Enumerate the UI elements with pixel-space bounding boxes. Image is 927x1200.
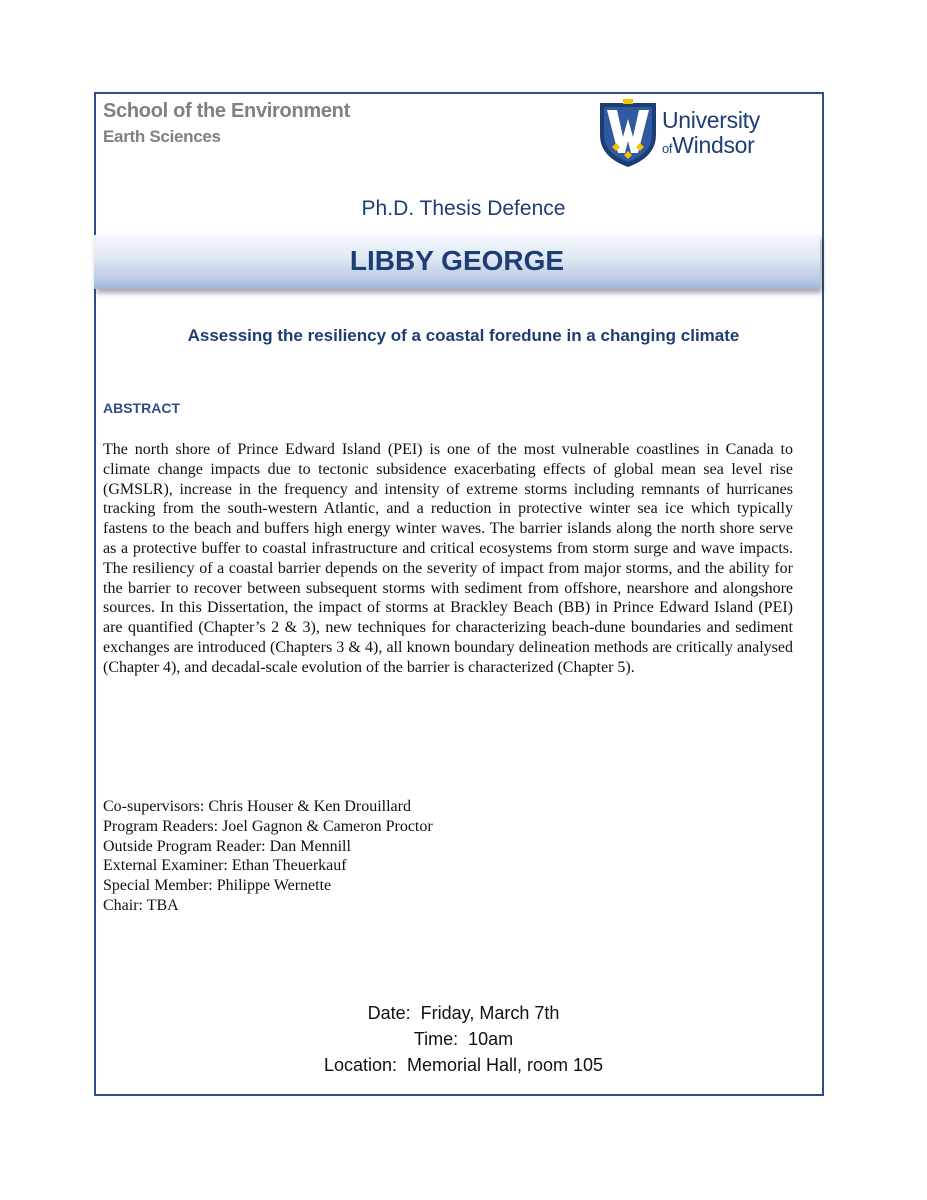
committee-chair: Chair: TBA bbox=[103, 896, 179, 914]
abstract-heading: ABSTRACT bbox=[103, 400, 180, 416]
event-time: Time: 10am bbox=[413, 1029, 514, 1049]
university-wordmark bbox=[662, 108, 760, 161]
event-type: Ph.D. Thesis Defence bbox=[361, 197, 566, 220]
windsor-word bbox=[662, 133, 760, 161]
abstract-text: The north shore of Prince Edward Island (PEI) is one of the most vulnerable coastlines in Canada to climate change impacts due to tectonic subsidence exacerbating effects of global mean sea level rise (GMSLR), increase in the frequency and intensity of extreme storms including remnants of hurricanes tracking from the south-western Atlantic, and a reduction in protective winter sea ice which typically fastens to the beach and buffers high energy winter waves. The barrier islands along the north shore serve as a protective buffer to coastal infrastructure and critical ecosystems from storm surge and wave impacts. The resiliency of a coastal barrier depends on the severity of impact from major storms, and the ability for the barrier to recover between subsequent storms with sediment from offshore, nearshore and alongshore sources. In this Dissertation, the impact of storms at Brackley Beach (BB) in Prince Edward Island (PEI) are quantified (Chapter’s 2 & 3), new techniques for characterizing beach-dune boundaries and sediment exchanges are introduced (Chapters 3 & 4), all known boundary delineation methods are critically analysed (Chapter 4), and decadal-scale evolution of the barrier is characterized (Chapter 5). bbox=[103, 441, 793, 676]
committee-outside-reader: Outside Program Reader: Dan Mennill bbox=[103, 837, 351, 855]
candidate-name: LIBBY GEORGE bbox=[349, 245, 565, 276]
event-details bbox=[0, 1000, 927, 1078]
university-word: University bbox=[662, 107, 760, 133]
windsor-text: Windsor bbox=[672, 132, 755, 158]
of-word: of bbox=[662, 141, 673, 156]
department-name: Earth Sciences bbox=[103, 127, 221, 146]
committee-program-readers: Program Readers: Joel Gagnon & Cameron Proctor bbox=[103, 817, 433, 835]
school-name: School of the Environment bbox=[103, 100, 350, 122]
event-location: Location: Memorial Hall, room 105 bbox=[323, 1055, 604, 1075]
committee-co-supervisors: Co-supervisors: Chris Houser & Ken Drouillard bbox=[103, 798, 411, 815]
thesis-title: Assessing the resiliency of a coastal foredune in a changing climate bbox=[187, 326, 740, 345]
event-date: Date: Friday, March 7th bbox=[367, 1003, 560, 1023]
name-banner bbox=[94, 235, 820, 289]
committee-special-member: Special Member: Philippe Wernette bbox=[103, 877, 332, 895]
committee-external-examiner: External Examiner: Ethan Theuerkauf bbox=[103, 857, 347, 875]
committee-list bbox=[103, 797, 433, 916]
department-header bbox=[103, 98, 350, 150]
university-shield-icon bbox=[600, 99, 656, 167]
